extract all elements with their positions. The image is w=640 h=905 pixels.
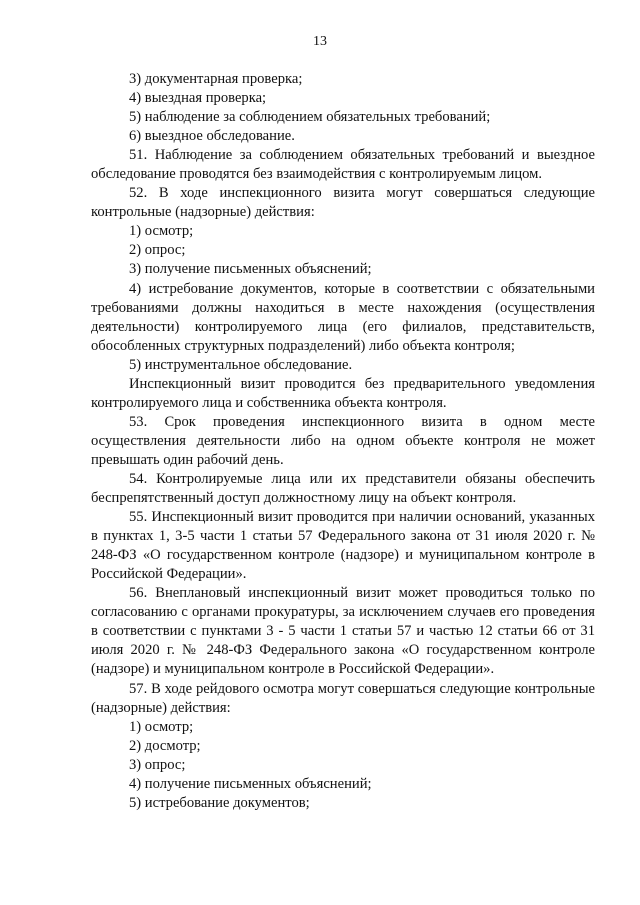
list-item: 3) получение письменных объяснений; [129,261,372,278]
list-item: 5) истребование документов; [129,794,310,811]
paragraph-51: 51. Наблюдение за соблюдением обязательных требований и выездное обследование проводятся без взаимодействия с контролируемым лицом. [91,147,595,183]
paragraph-52: 52. В ходе инспекционного визита могут совершаться следующие контрольные (надзорные) действия: [91,185,595,221]
list-item: 3) опрос; [129,756,186,773]
list-item: 4) выездная проверка; [129,90,267,107]
list-item: 5) наблюдение за соблюдением обязательных требований; [129,109,491,126]
list-item: 4) истребование документов, которые в соответствии с обязательными требованиями должны находиться в месте нахождения (осуществления деятельности) контролируемого лица (его филиалов, представительств, обособленных структурных подразделений) либо объекта контроля; [91,280,595,354]
list-item: 2) досмотр; [129,737,201,754]
list-item: 3) документарная проверка; [129,71,303,87]
list-item: 5) инструментальное обследование. [129,356,353,373]
paragraph-57: 57. В ходе рейдового осмотра могут совершаться следующие контрольные (надзорные) действия: [91,680,595,716]
document-body [91,70,595,813]
paragraph-54: 54. Контролируемые лица или их представители обязаны обеспечить беспрепятственный доступ должностному лицу на объект контроля. [91,470,595,507]
list-item: 6) выездное обследование. [129,128,295,145]
page-number: 13 [313,34,327,49]
list-item: 1) осмотр; [129,718,194,735]
list-item: 2) опрос; [129,242,186,259]
paragraph-55: 55. Инспекционный визит проводится при наличии оснований, указанных в пунктах 1, 3-5 части 1 статьи 57 Федерального закона от 31 июля 2020 г. № 248-ФЗ «О государственном контроле (надзоре) и муниципальном контроле в Российской Федерации». [91,509,595,583]
paragraph-53: 53. Срок проведения инспекционного визита в одном месте осуществления деятельности либо на одном объекте контроля не может превышать один рабочий день. [91,413,595,468]
paragraph: Инспекционный визит проводится без предварительного уведомления контролируемого лица и собственника объекта контроля. [91,375,595,411]
paragraph-56: 56. Внеплановый инспекционный визит может проводиться только по согласованию с органами прокуратуры, за исключением случаев его проведения в соответствии с пунктами 3 - 5 части 1 статьи 57 и частью 12 статьи 66 от 31 июля 2020 г. № 248-ФЗ Федерального закона «О государственном контроле (надзоре) и муниципальном контроле в Российской Федерации». [91,585,595,678]
list-item: 1) осмотр; [129,223,194,240]
list-item: 4) получение письменных объяснений; [129,775,372,792]
